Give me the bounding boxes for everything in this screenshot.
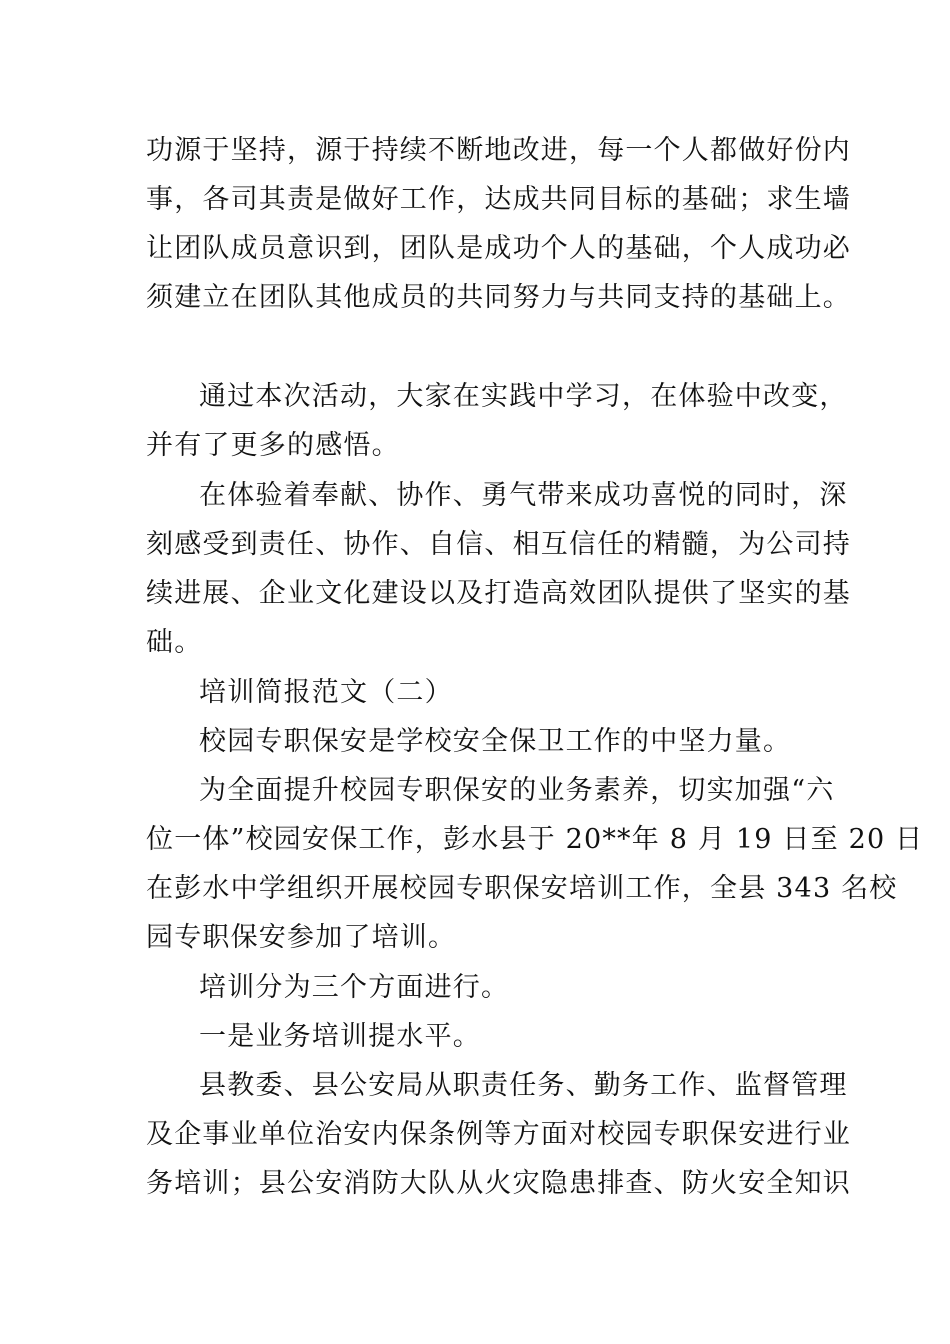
text-line: 校园专职保安是学校安全保卫工作的中坚力量。 [199, 726, 792, 757]
text-line: 续进展、企业文化建设以及打造高效团队提供了坚实的基 [146, 578, 851, 609]
text-line: 在体验着奉献、协作、勇气带来成功喜悦的同时，深 [199, 480, 848, 511]
text-line: 及企事业单位治安内保条例等方面对校园专职保安进行业 [146, 1119, 851, 1150]
text-line: 础。 [146, 627, 203, 658]
text-line: 通过本次活动，大家在实践中学习，在体验中改变， [199, 381, 848, 412]
text-line: 让团队成员意识到，团队是成功个人的基础，个人成功必 [146, 233, 851, 264]
text-line: 并有了更多的感悟。 [146, 430, 400, 461]
text-line: 县教委、县公安局从职责任务、勤务工作、监督管理 [199, 1070, 848, 1101]
text-line: 须建立在团队其他成员的共同努力与共同支持的基础上。 [146, 282, 851, 313]
text-line: 位一体”校园安保工作，彭水县于 20**年 8 月 19 日至 20 日 [146, 824, 924, 855]
text-line: 务培训；县公安消防大队从火灾隐患排查、防火安全知识 [146, 1168, 851, 1199]
text-line: 为全面提升校园专职保安的业务素养，切实加强“六 [199, 775, 835, 806]
text-line: 一是业务培训提水平。 [199, 1021, 481, 1052]
text-line: 园专职保安参加了培训。 [146, 922, 457, 953]
text-line: 刻感受到责任、协作、自信、相互信任的精髓，为公司持 [146, 529, 851, 560]
text-line: 在彭水中学组织开展校园专职保安培训工作，全县 343 名校 [146, 873, 898, 904]
text-line: 事，各司其责是做好工作，达成共同目标的基础；求生墙 [146, 184, 851, 215]
section-heading: 培训简报范文（二） [199, 677, 453, 708]
text-line: 功源于坚持，源于持续不断地改进，每一个人都做好份内 [146, 135, 851, 166]
text-line: 培训分为三个方面进行。 [199, 972, 510, 1003]
